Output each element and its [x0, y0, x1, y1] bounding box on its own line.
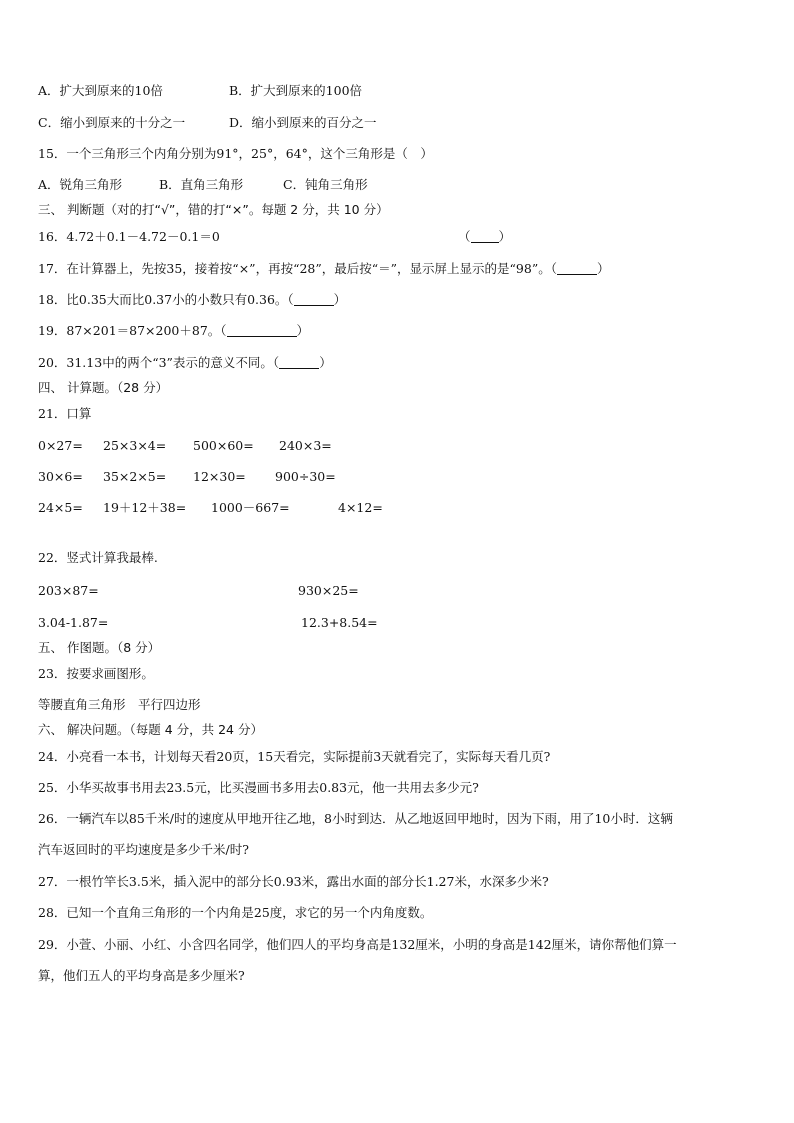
q19-text: 19．87×201＝87×200＋87。（ [38, 323, 227, 338]
q22-item-1: 203×87= [38, 583, 99, 598]
q25: 25．小华买故事书用去23.5元，比买漫画书多用去0.83元，他一共用去多少元? [38, 780, 479, 795]
q15-option-c: C．钝角三角形 [283, 177, 368, 192]
q16-text: 16．4.72＋0.1－4.72－0.1＝0 [38, 229, 220, 244]
q20 [38, 355, 332, 371]
q20-text: 20．31.13中的两个“3”表示的意义不同。（ [38, 355, 280, 370]
q21-r3-c2: 19＋12＋38= [103, 500, 187, 515]
q29-line-1: 29．小萱、小丽、小红、小含四名同学，他们四人的平均身高是132厘米，小明的身高是142厘米，请你帮他们算一 [38, 937, 677, 952]
q18-blank [294, 293, 334, 306]
q16-close: ） [498, 229, 512, 244]
q21-r2-c3: 12×30= [193, 469, 246, 484]
q21-r2-c1: 30×6= [38, 469, 83, 484]
q21-r3-c4: 4×12= [338, 500, 383, 515]
q21-r1-c2: 25×3×4= [103, 438, 167, 453]
q22-item-4: 12.3+8.54= [301, 615, 378, 630]
q21-r2-c2: 35×2×5= [103, 469, 167, 484]
q18-text: 18．比0.35大而比0.37小的小数只有0.36。（ [38, 292, 294, 307]
q21-r1-c1: 0×27= [38, 438, 83, 453]
q14-option-a: A．扩大到原来的10倍 [38, 83, 163, 98]
q21-r1-c3: 500×60= [193, 438, 254, 453]
q15-option-b: B．直角三角形 [159, 177, 244, 192]
q28: 28．已知一个直角三角形的一个内角是25度，求它的另一个内角度数。 [38, 905, 433, 920]
q17 [38, 261, 610, 277]
q20-close: ） [319, 355, 332, 370]
q23-title: 23．按要求画图形。 [38, 666, 154, 681]
q22-item-3: 3.04-1.87= [38, 615, 109, 630]
q23-shapes: 等腰直角三角形 平行四边形 [38, 697, 201, 712]
q17-close: ） [596, 261, 610, 276]
section-3-title: 三、 判断题（对的打“√”，错的打“×”。每题 2 分，共 10 分） [38, 202, 389, 217]
q27: 27．一根竹竿长3.5米，插入泥中的部分长0.93米，露出水面的部分长1.27米，水深多少米? [38, 874, 549, 889]
q22-item-2: 930×25= [298, 583, 359, 598]
q18-close: ） [333, 292, 347, 307]
q26-line-2: 汽车返回时的平均速度是多少千米/时? [38, 842, 249, 857]
q26-line-1: 26．一辆汽车以85千米/时的速度从甲地开往乙地，8小时到达．从乙地返回甲地时，因为下雨，用了10小时．这辆 [38, 811, 673, 826]
q19 [38, 323, 309, 339]
section-4-title: 四、 计算题。（28 分） [38, 380, 169, 395]
q14-option-d: D．缩小到原来的百分之一 [229, 115, 377, 130]
q18 [38, 292, 346, 308]
q29-line-2: 算，他们五人的平均身高是多少厘米? [38, 968, 245, 983]
q22-title: 22．竖式计算我最棒. [38, 550, 158, 565]
q21-r1-c4: 240×3= [279, 438, 332, 453]
section-6-title: 六、 解决问题。（每题 4 分，共 24 分） [38, 722, 263, 737]
q20-blank [279, 356, 319, 369]
q15-option-a: A．锐角三角形 [38, 177, 123, 192]
q14-option-c: C．缩小到原来的十分之一 [38, 115, 186, 130]
q21-r2-c4: 900÷30= [275, 469, 336, 484]
q16-answer [458, 229, 511, 245]
q16-open: （ [458, 229, 471, 244]
q16 [38, 229, 220, 245]
q21-r3-c3: 1000－667= [211, 500, 290, 515]
q21-title: 21．口算 [38, 406, 92, 421]
section-5-title: 五、 作图题。（8 分） [38, 640, 161, 655]
q24: 24．小亮看一本书，计划每天看20页，15天看完，实际提前3天就看完了，实际每天看几页? [38, 749, 551, 764]
q15-stem: 15．一个三角形三个内角分别为91°，25°，64°，这个三角形是（ ） [38, 146, 433, 161]
q17-blank [557, 262, 597, 275]
q19-blank [227, 324, 297, 337]
q19-close: ） [296, 323, 310, 338]
q21-r3-c1: 24×5= [38, 500, 83, 515]
q17-text: 17．在计算器上，先按35，接着按“×”，再按“28”，最后按“＝”，显示屏上显示的是“98”。（ [38, 261, 557, 276]
q14-option-b: B．扩大到原来的100倍 [229, 83, 363, 98]
q16-blank [471, 230, 499, 243]
